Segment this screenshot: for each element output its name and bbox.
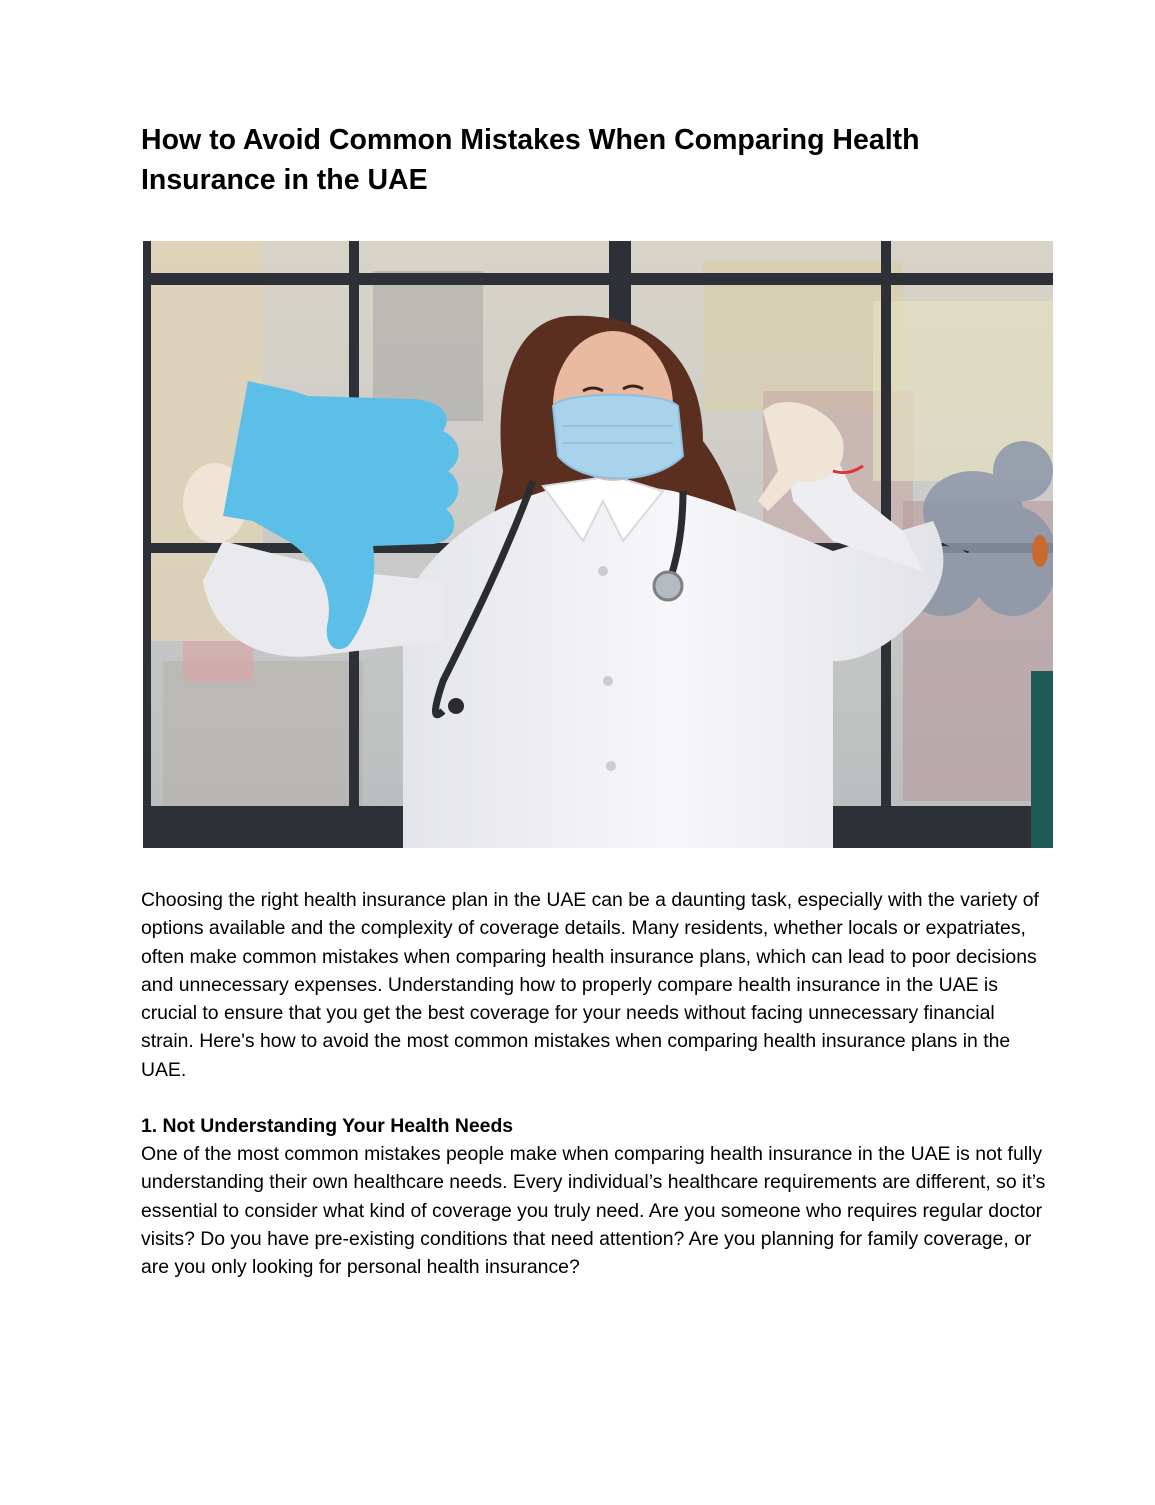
doctor-thumbs-down-photo-icon <box>143 241 1053 848</box>
section-heading: 1. Not Understanding Your Health Needs <box>141 1115 514 1137</box>
intro-paragraph: Choosing the right health insurance plan in the UAE can be a daunting task, especially with the variety of options available and the complexity of coverage details. Many residents, whether locals or expatriates, often make common mistakes when comparing health insurance plans, which can lead to poor decisions and unnecessary expenses. Understanding how to properly compare health insurance in the UAE is crucial to ensure that you get the best coverage for your needs without facing unnecessary financial strain. Here's how to avoid the most common mistakes when comparing health insurance plans in the UAE. <box>141 889 1039 1081</box>
hero-image <box>143 241 1053 848</box>
page-title: How to Avoid Common Mistakes When Comparing Health Insurance in the UAE <box>141 124 920 196</box>
section-body: One of the most common mistakes people make when comparing health insurance in the UAE is not fully understanding their own healthcare needs. Every individual’s healthcare requirements are different, so it’s essential to consider what kind of coverage you truly need. Are you someone who requires regular doctor visits? Do you have pre-existing conditions that need attention? Are you planning for family coverage, or are you only looking for personal health insurance? <box>141 1143 1046 1279</box>
